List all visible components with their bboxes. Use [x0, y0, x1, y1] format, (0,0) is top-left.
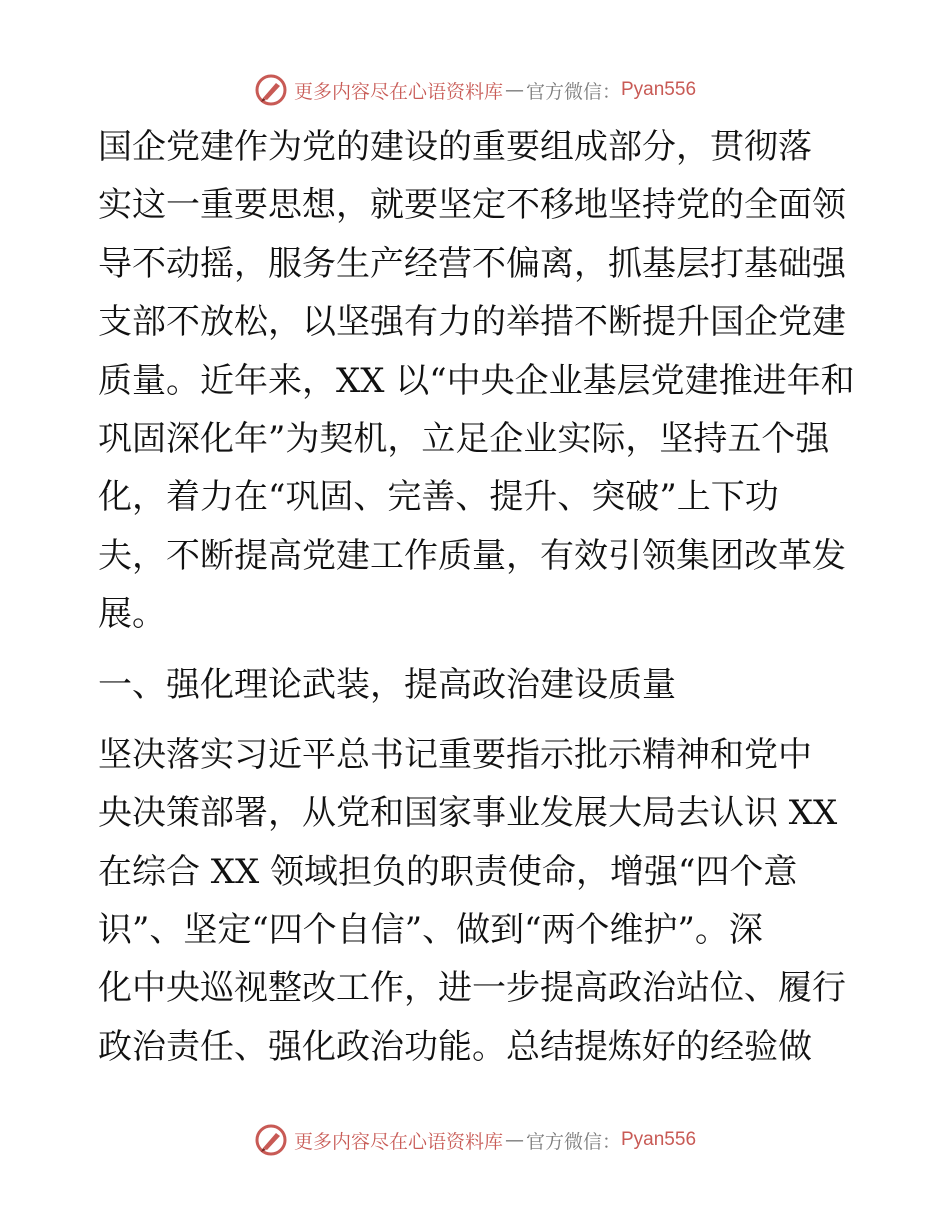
document-body	[98, 118, 858, 1076]
paragraph-intro	[98, 118, 858, 644]
text-line: 巩固深化年”为契机，立足企业实际，坚持五个强	[98, 418, 830, 459]
text-line: 化中央巡视整改工作，进一步提高政治站位、履行	[98, 968, 846, 1009]
text-line: 质量。近年来，XX 以“中央企业基层党建推进年和	[98, 360, 855, 401]
text-line: 政治责任、强化政治功能。总结提炼好的经验做	[98, 1026, 812, 1067]
watermark-site-text: 更多内容尽在心语资料库	[293, 80, 503, 103]
text-line: 导不动摇，服务生产经营不偏离，抓基层打基础强	[98, 243, 846, 284]
heading-text: 一、强化理论武装，提高政治建设质量	[98, 664, 676, 705]
section-heading-1	[98, 656, 858, 714]
paragraph-section-1	[98, 726, 858, 1076]
text-line: 央决策部署，从党和国家事业发展大局去认识 XX	[98, 793, 838, 834]
watermark-label: 官方微信：	[525, 80, 621, 103]
watermark-dash: —	[504, 79, 524, 101]
text-line: 夫，不断提高党建工作质量，有效引领集团改革发	[98, 535, 846, 576]
watermark-wechat-id: Pyan556	[621, 1129, 697, 1150]
text-line: 国企党建作为党的建设的重要组成部分，贯彻落	[98, 127, 812, 167]
text-line: 实这一重要思想，就要坚定不移地坚持党的全面领	[98, 185, 846, 226]
text-line: 展。	[98, 594, 166, 635]
pen-logo-icon	[254, 73, 288, 107]
text-line: 化，着力在“巩固、完善、提升、突破”上下功	[98, 477, 779, 518]
text-line: 坚决落实习近平总书记重要指示批示精神和党中	[98, 734, 812, 775]
watermark-label: 官方微信：	[525, 1130, 621, 1153]
watermark-wechat-id: Pyan556	[621, 79, 697, 100]
text-line: 支部不放松，以坚强有力的举措不断提升国企党建	[98, 302, 846, 343]
text-line: 识”、坚定“四个自信”、做到“两个维护”。深	[98, 910, 763, 951]
watermark-dash: —	[504, 1129, 524, 1151]
pen-logo-icon	[254, 1123, 288, 1157]
header-watermark	[0, 70, 950, 110]
footer-watermark	[0, 1120, 950, 1160]
watermark-site-text: 更多内容尽在心语资料库	[293, 1130, 503, 1153]
text-line: 在综合 XX 领域担负的职责使命，增强“四个意	[98, 851, 798, 892]
